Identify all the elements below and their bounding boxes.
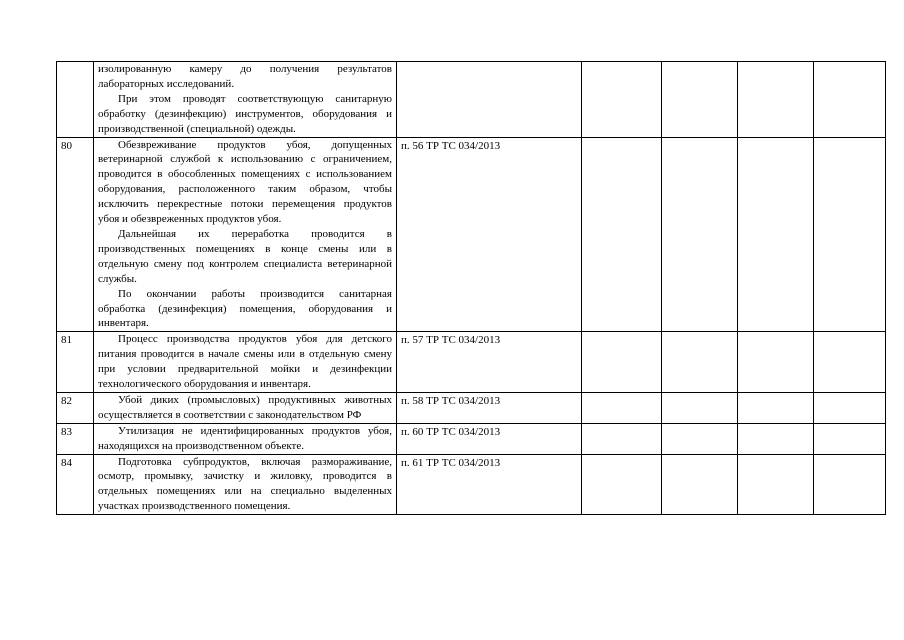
empty-cell bbox=[662, 392, 738, 423]
row-number: 81 bbox=[57, 332, 94, 393]
requirement-text bbox=[94, 62, 397, 138]
regulation-reference: п. 57 ТР ТС 034/2013 bbox=[397, 332, 582, 393]
table-row bbox=[57, 454, 886, 515]
requirement-paragraph: изолированную камеру до получения результатов лабораторных исследований. bbox=[98, 63, 392, 90]
requirements-table bbox=[56, 61, 886, 515]
requirement-paragraph: Обезвреживание продуктов убоя, допущенных ветеринарной службой к использованию с ограничением, проводится в обособленных помещениях с использованием оборудования, расположенного таким образом, чтобы исключить перекрестные потоки перемещения продуктов убоя и обезвреженных продуктов убоя. bbox=[98, 138, 392, 226]
empty-cell bbox=[662, 62, 738, 138]
table-row bbox=[57, 62, 886, 138]
table-row bbox=[57, 392, 886, 423]
empty-cell bbox=[814, 62, 886, 138]
requirement-paragraph: По окончании работы производится санитарная обработка (дезинфекция) помещения, оборудования и инвентаря. bbox=[98, 287, 392, 330]
empty-cell bbox=[582, 454, 662, 515]
empty-cell bbox=[814, 392, 886, 423]
requirement-paragraph: Дальнейшая их переработка проводится в производственных помещениях в конце смены или в отдельную смену под контролем специалиста ветеринарной службы. bbox=[98, 227, 392, 285]
row-number: 82 bbox=[57, 392, 94, 423]
empty-cell bbox=[582, 137, 662, 332]
regulation-reference: п. 56 ТР ТС 034/2013 bbox=[397, 137, 582, 332]
empty-cell bbox=[814, 332, 886, 393]
requirement-text bbox=[94, 423, 397, 454]
regulation-reference: п. 61 ТР ТС 034/2013 bbox=[397, 454, 582, 515]
requirement-text bbox=[94, 137, 397, 332]
requirement-paragraph: Подготовка субпродуктов, включая размораживание, осмотр, промывку, зачистку и жиловку, проводится в отдельных помещениях или на специально выделенных участках производственного помещения. bbox=[98, 455, 392, 513]
row-number bbox=[57, 62, 94, 138]
empty-cell bbox=[582, 423, 662, 454]
requirement-text bbox=[94, 392, 397, 423]
empty-cell bbox=[738, 423, 814, 454]
requirement-text bbox=[94, 454, 397, 515]
empty-cell bbox=[738, 454, 814, 515]
requirement-paragraph: Процесс производства продуктов убоя для детского питания проводится в начале смены или в отдельную смену при условии предварительной мойки и дезинфекции технологического оборудования и инвентаря. bbox=[98, 333, 392, 391]
regulation-reference bbox=[397, 62, 582, 138]
empty-cell bbox=[738, 137, 814, 332]
regulation-reference: п. 58 ТР ТС 034/2013 bbox=[397, 392, 582, 423]
table-row bbox=[57, 332, 886, 393]
empty-cell bbox=[738, 332, 814, 393]
requirement-text bbox=[94, 332, 397, 393]
table-row bbox=[57, 423, 886, 454]
empty-cell bbox=[582, 62, 662, 138]
empty-cell bbox=[814, 423, 886, 454]
empty-cell bbox=[738, 392, 814, 423]
empty-cell bbox=[738, 62, 814, 138]
table-body bbox=[57, 62, 886, 515]
empty-cell bbox=[582, 392, 662, 423]
row-number: 84 bbox=[57, 454, 94, 515]
empty-cell bbox=[814, 454, 886, 515]
row-number: 83 bbox=[57, 423, 94, 454]
empty-cell bbox=[662, 332, 738, 393]
requirement-paragraph: При этом проводят соответствующую санитарную обработку (дезинфекцию) инструментов, оборудования и производственной (специальной) одежды. bbox=[98, 92, 392, 135]
empty-cell bbox=[662, 137, 738, 332]
requirement-paragraph: Убой диких (промысловых) продуктивных животных осуществляется в соответствии с законодательством РФ bbox=[98, 393, 392, 421]
table-row bbox=[57, 137, 886, 332]
empty-cell bbox=[662, 454, 738, 515]
regulation-reference: п. 60 ТР ТС 034/2013 bbox=[397, 423, 582, 454]
empty-cell bbox=[814, 137, 886, 332]
requirement-paragraph: Утилизация не идентифицированных продуктов убоя, находящихся на производственном объекте. bbox=[98, 424, 392, 452]
empty-cell bbox=[662, 423, 738, 454]
empty-cell bbox=[582, 332, 662, 393]
row-number: 80 bbox=[57, 137, 94, 332]
